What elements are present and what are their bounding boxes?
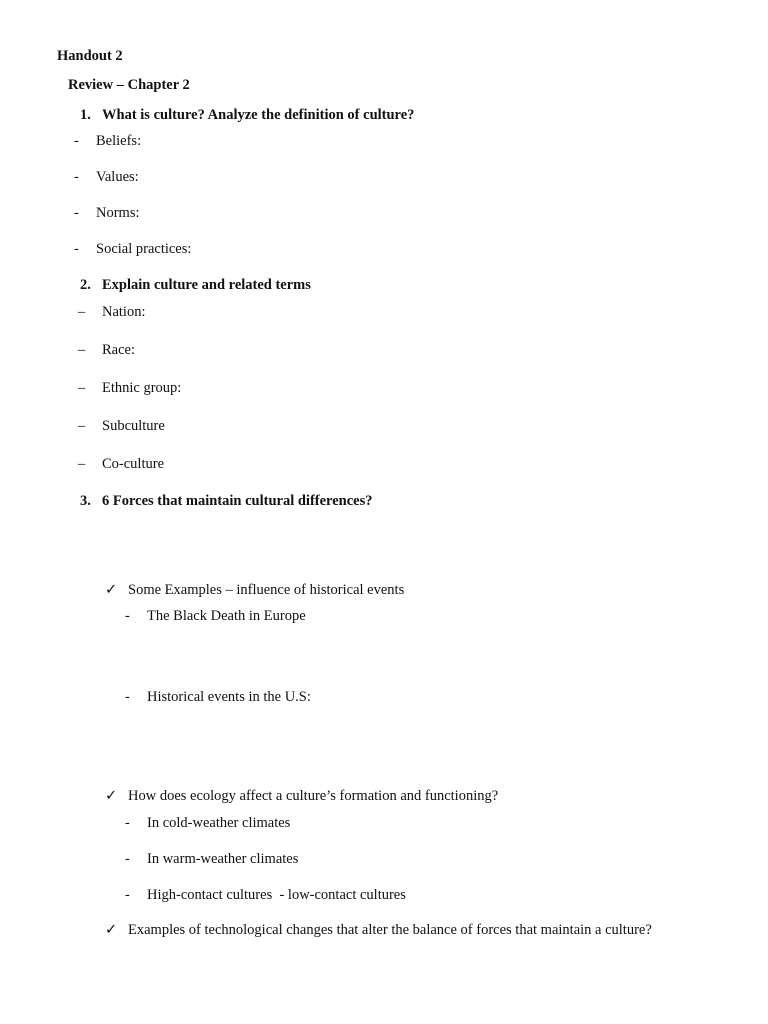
list-item: Nation: [102,304,146,320]
list-marker: - [125,887,130,903]
list-marker: - [74,169,79,185]
checkmark-icon: ✓ [105,788,118,804]
list-item: Race: [102,342,136,358]
checkmark-icon: ✓ [105,582,118,598]
list-marker: - [74,133,79,149]
q3-heading: 6 Forces that maintain cultural differences? [102,493,373,509]
list-marker: - [74,241,79,257]
list-item: Historical events in the U.S: [147,689,311,705]
list-item: Subculture [102,418,165,434]
list-marker: - [125,851,130,867]
list-item: In warm-weather climates [147,851,299,867]
list-item: In cold-weather climates [147,815,291,831]
q1-number: 1. [80,107,91,123]
list-marker: – [78,456,86,472]
list-item: Beliefs: [96,133,142,149]
q3-number: 3. [80,493,91,509]
list-item: High-contact cultures - low-contact cultures [147,887,406,903]
list-item: Social practices: [96,241,192,257]
checkmark-icon: ✓ [105,922,118,938]
q2-heading: Explain culture and related terms [102,277,311,293]
q1-heading: What is culture? Analyze the definition of culture? [102,107,415,123]
list-item: Norms: [96,205,140,221]
list-marker: – [78,380,86,396]
list-item: The Black Death in Europe [147,608,306,624]
list-marker: - [125,815,130,831]
list-marker: - [74,205,79,221]
q2-number: 2. [80,277,91,293]
list-item: Ethnic group: [102,380,182,396]
list-item: Co-culture [102,456,165,472]
list-marker: – [78,342,86,358]
handout-title: Handout 2 [57,48,123,64]
list-item: Values: [96,169,139,185]
review-heading: Review – Chapter 2 [68,77,190,93]
list-marker: - [125,608,130,624]
list-marker: – [78,418,86,434]
check-item: How does ecology affect a culture’s formation and functioning? [128,788,499,804]
check-item: Examples of technological changes that alter the balance of forces that maintain a culture? [128,922,652,938]
list-marker: - [125,689,130,705]
check-item: Some Examples – influence of historical events [128,582,405,598]
list-marker: – [78,304,86,320]
